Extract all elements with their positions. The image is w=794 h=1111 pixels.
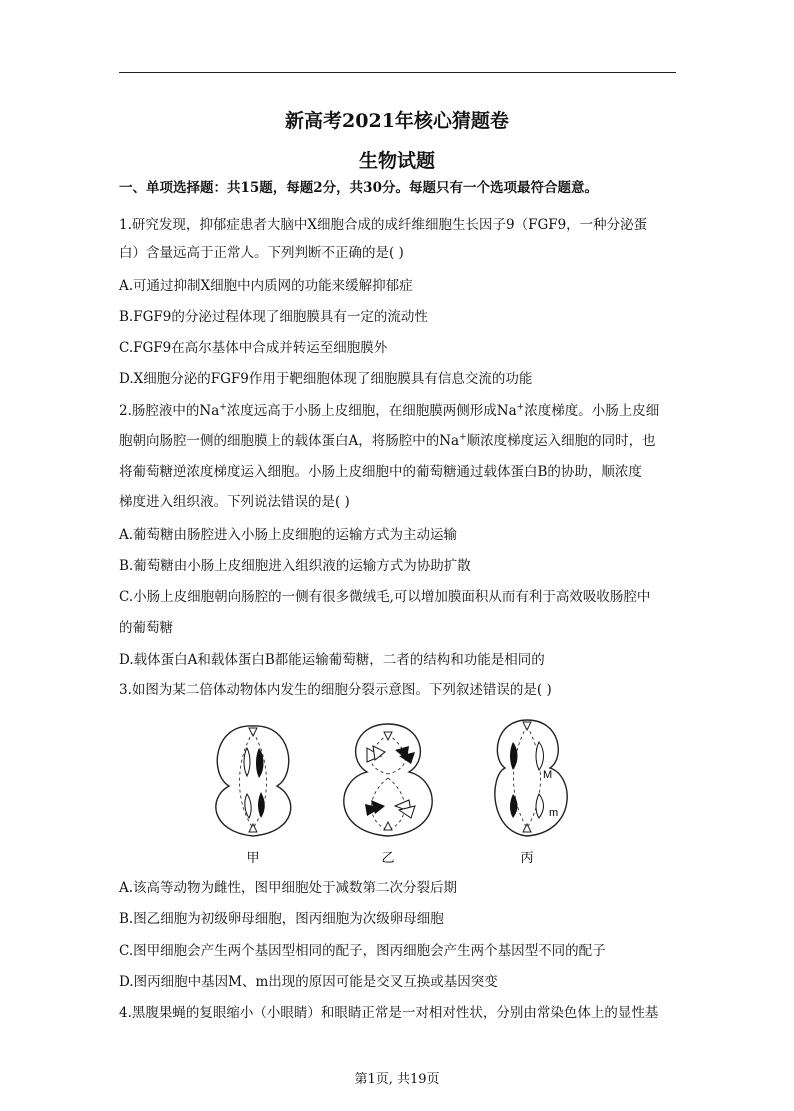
section-heading: 一、单项选择题：共15题，每题2分，共30分。每题只有一个选项最符合题意。: [119, 180, 598, 196]
q2-option-a: A.葡萄糖由肠腔进入小肠上皮细胞的运输方式为主动运输: [119, 527, 458, 543]
document-subtitle: 生物试题: [358, 150, 435, 172]
figure-label-jia: 甲: [246, 851, 260, 866]
q3-stem: 3.如图为某二倍体动物体内发生的细胞分裂示意图。下列叙述错误的是( ): [119, 682, 552, 698]
q4-stem-line1: 4.黑腹果蝇的复眼缩小（小眼睛）和眼睛正常是一对相对性状，分别由常染色体上的显性基: [119, 1005, 659, 1021]
q1-option-c: C.FGF9在高尔基体中合成并转运至细胞膜外: [119, 340, 388, 356]
q3-option-d: D.图丙细胞中基因M、m出现的原因可能是交叉互换或基因突变: [119, 974, 498, 990]
document-title: 新高考2021年核心猜题卷: [285, 110, 509, 132]
q2-option-b: B.葡萄糖由小肠上皮细胞进入组织液的运输方式为协助扩散: [119, 558, 471, 574]
q3-option-c: C.图甲细胞会产生两个基因型相同的配子，图丙细胞会产生两个基因型不同的配子: [119, 943, 606, 959]
q3-option-a: A.该高等动物为雌性，图甲细胞处于减数第二次分裂后期: [119, 880, 458, 896]
q2-stem-line4: 梯度进入组织液。下列说法错误的是( ): [119, 494, 350, 510]
gene-M-label: M: [543, 769, 553, 781]
q1-option-b: B.FGF9的分泌过程体现了细胞膜具有一定的流动性: [119, 309, 428, 325]
q3-option-b: B.图乙细胞为初级卵母细胞，图丙细胞为次级卵母细胞: [119, 911, 444, 927]
figure-label-yi: 乙: [381, 851, 395, 866]
page-number: 第1页, 共19页: [354, 1072, 440, 1087]
q1-stem-line1: 1.研究发现，抑郁症患者大脑中X细胞合成的成纤维细胞生长因子9（FGF9，一种分泌蛋: [119, 217, 648, 233]
q2-stem-line1: 2.肠腔液中的Na+浓度远高于小肠上皮细胞，在细胞膜两侧形成Na+浓度梯度。小肠上皮细: [119, 402, 660, 419]
q1-option-a: A.可通过抑制X细胞中内质网的功能来缓解抑郁症: [119, 278, 413, 294]
q1-stem-line2: 白）含量远高于正常人。下列判断不正确的是( ): [119, 245, 404, 261]
q1-option-d: D.X细胞分泌的FGF9作用于靶细胞体现了细胞膜具有信息交流的功能: [119, 371, 533, 387]
q2-option-c-line2: 的葡萄糖: [119, 620, 173, 636]
cell-jia-outline: [216, 726, 291, 836]
gene-m-label: m: [549, 807, 559, 819]
q2-stem-line3: 将葡萄糖逆浓度梯度运入细胞。小肠上皮细胞中的葡萄糖通过载体蛋白B的协助，顺浓度: [119, 464, 642, 480]
q2-stem-line2: 胞朝向肠腔一侧的细胞膜上的载体蛋白A，将肠腔中的Na+顺浓度梯度运入细胞的同时，也: [119, 432, 656, 449]
top-rule: [119, 72, 676, 73]
q2-option-d: D.载体蛋白A和载体蛋白B都能运输葡萄糖，二者的结构和功能是相同的: [119, 652, 545, 668]
cell-division-figure: [205, 712, 585, 870]
figure-label-bing: 丙: [520, 851, 534, 866]
q2-option-c-line1: C.小肠上皮细胞朝向肠腔的一侧有很多微绒毛,可以增加膜面积从而有利于高效吸收肠腔中: [119, 589, 651, 605]
